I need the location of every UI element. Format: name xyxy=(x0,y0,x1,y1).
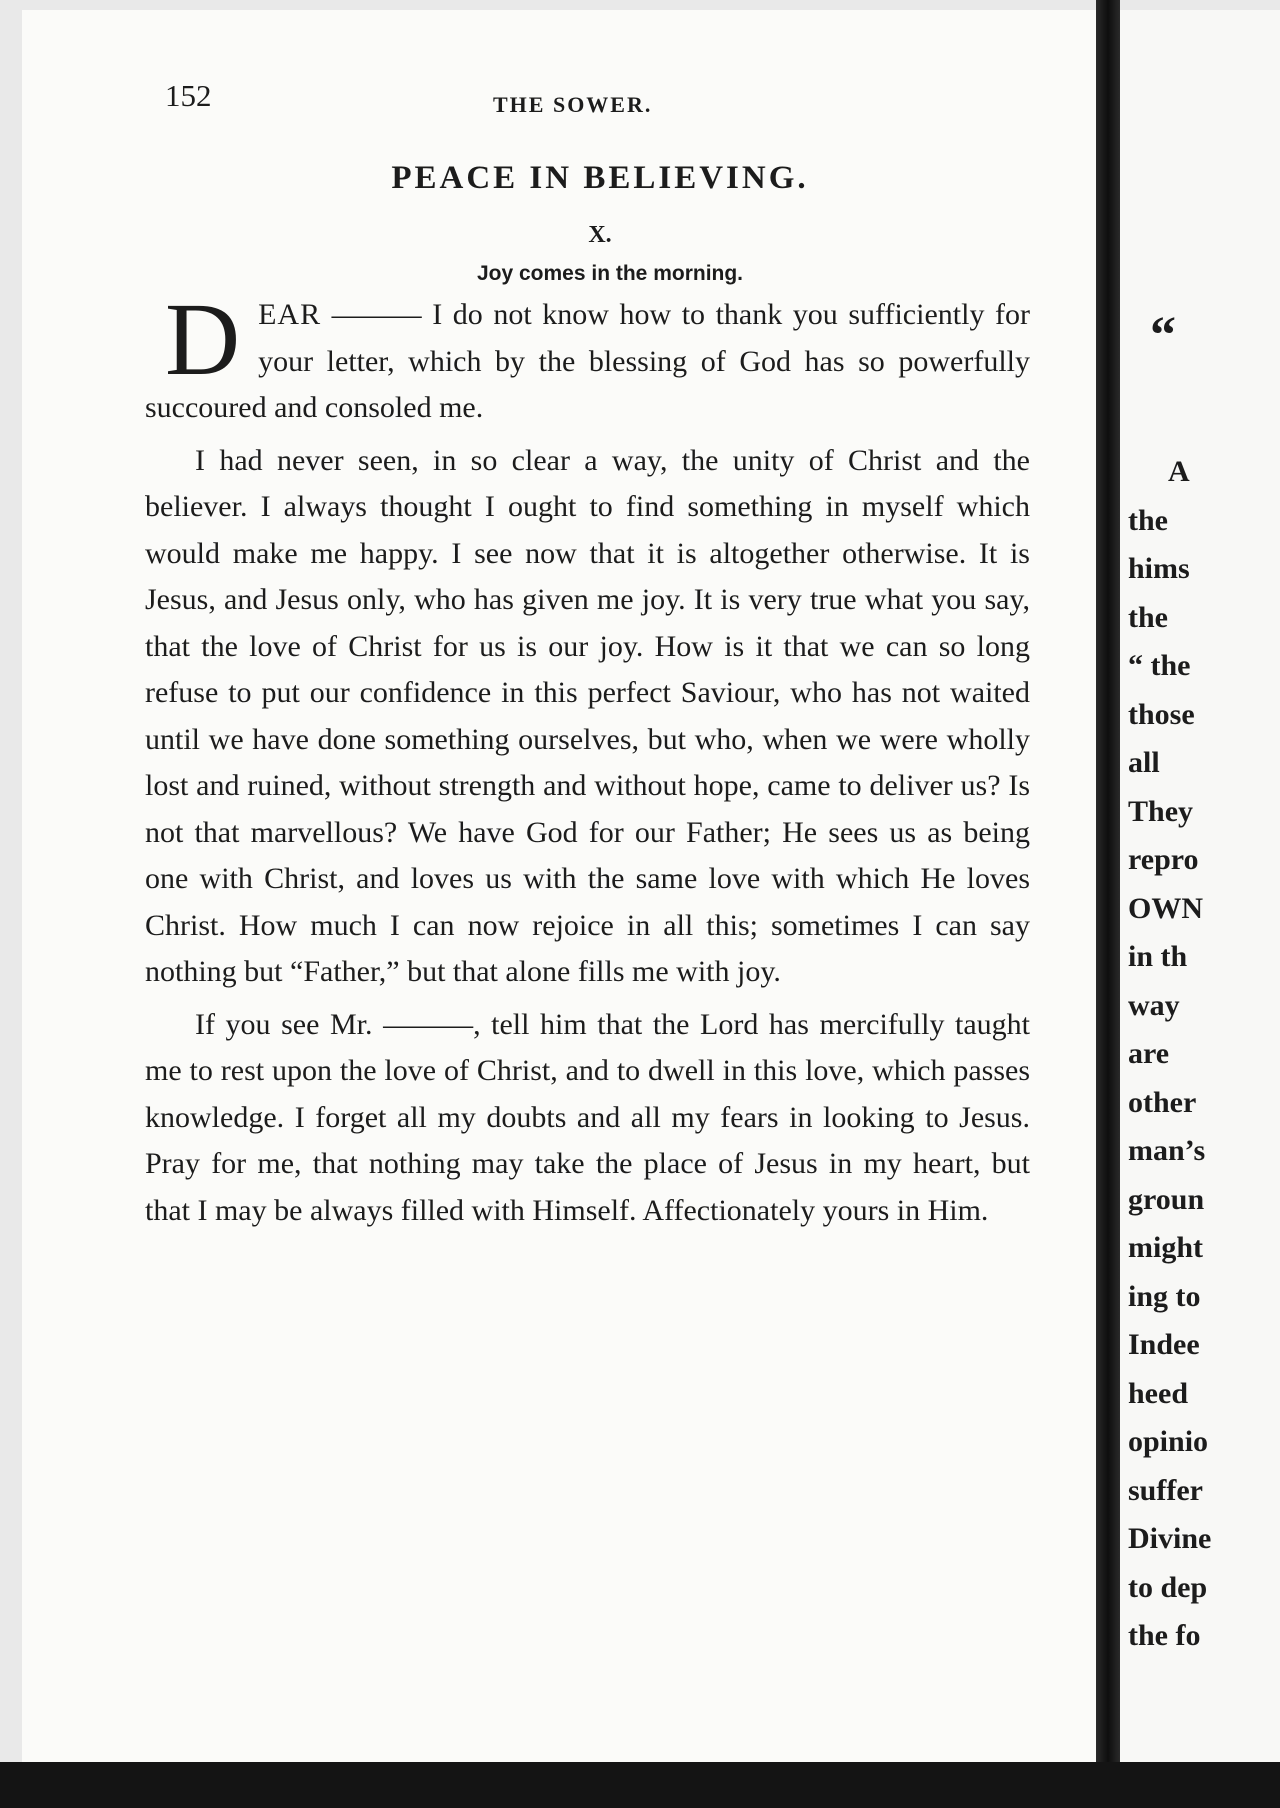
right-page-line: repro xyxy=(1128,843,1199,876)
scan-bottom-edge xyxy=(0,1762,1280,1808)
right-page-line: Divine xyxy=(1128,1522,1212,1555)
right-page-line: “ the xyxy=(1128,649,1191,682)
book-gutter xyxy=(1096,0,1120,1808)
paragraph-1 xyxy=(145,282,1030,432)
right-page xyxy=(1120,10,1280,1762)
running-head: THE SOWER. xyxy=(493,92,653,117)
right-page-line: ing to xyxy=(1128,1279,1201,1313)
right-page-line: hims xyxy=(1128,552,1190,585)
right-page-line: opinio xyxy=(1128,1425,1209,1458)
right-page-line: might xyxy=(1128,1231,1203,1264)
article-subtitle: Joy comes in the morning. xyxy=(476,262,744,285)
lead-word: EAR xyxy=(258,298,322,331)
right-page-line: way xyxy=(1128,988,1180,1022)
right-page-line: are xyxy=(1128,1037,1170,1070)
right-page-line: to dep xyxy=(1128,1570,1208,1604)
right-page-line: suffer xyxy=(1128,1473,1203,1507)
right-page-quote-mark: “ xyxy=(1150,307,1176,364)
drop-cap: D xyxy=(165,282,241,397)
section-numeral: X. xyxy=(588,222,612,248)
paragraph-3: If you see Mr. ———, tell him that the Lord has mercifully taught me to rest upon the love of Christ, and to dwell in this love, which passes knowledge. I forget all my doubts and all my fears in looking to Jesus. Pray for me, that nothing may take the place of Jesus in my heart, but that I may be always filled with Himself. Affectionately yours in Him. xyxy=(145,1007,1030,1227)
page-number: 152 xyxy=(165,78,212,113)
right-page-line: other xyxy=(1128,1085,1197,1119)
right-page-line: man’s xyxy=(1128,1134,1206,1167)
article-title: PEACE IN BELIEVING. xyxy=(391,160,809,196)
right-page-line: the xyxy=(1128,600,1168,634)
right-page-line: groun xyxy=(1128,1182,1205,1216)
right-page-line: in th xyxy=(1128,940,1188,973)
article-body xyxy=(145,282,1030,1234)
right-page-line: A xyxy=(1168,455,1190,488)
right-page-line: They xyxy=(1128,794,1194,828)
paragraph-2: I had never seen, in so clear a way, the unity of Christ and the believer. I always thought I ought to find something in myself which would make me happy. I see now that it is altogether otherwise. It is Jesus, and Jesus only, who has given me joy. It is very true what you say, that the love of Christ for us is our joy. How is it that we can so long refuse to put our confidence in this perfect Saviour, who has not waited until we have done something ourselves, but who, when we were wholly lost and ruined, without strength and without hope, came to deliver us? Is not that marvellous? We have God for our Father; He sees us as being one with Christ, and loves us with the same love with which He loves Christ. How much I can now rejoice in all this; sometimes I can say nothing but “Father,” but that alone fills me with joy. xyxy=(145,443,1030,988)
right-page-line: the fo xyxy=(1128,1619,1201,1652)
right-page-line: the xyxy=(1128,503,1168,537)
right-page-text xyxy=(1128,278,1211,1661)
right-page-line: those xyxy=(1128,697,1195,731)
right-page-line: heed xyxy=(1128,1376,1188,1410)
right-page-line: OWN xyxy=(1128,891,1203,925)
right-page-line: Indee xyxy=(1128,1328,1200,1361)
paragraph-1-text: ——— I do not know how to thank you sufficiently for your letter, which by the blessing of God has so powerfully succoured and consoled me. xyxy=(145,298,1030,424)
right-page-line: all xyxy=(1128,746,1160,779)
